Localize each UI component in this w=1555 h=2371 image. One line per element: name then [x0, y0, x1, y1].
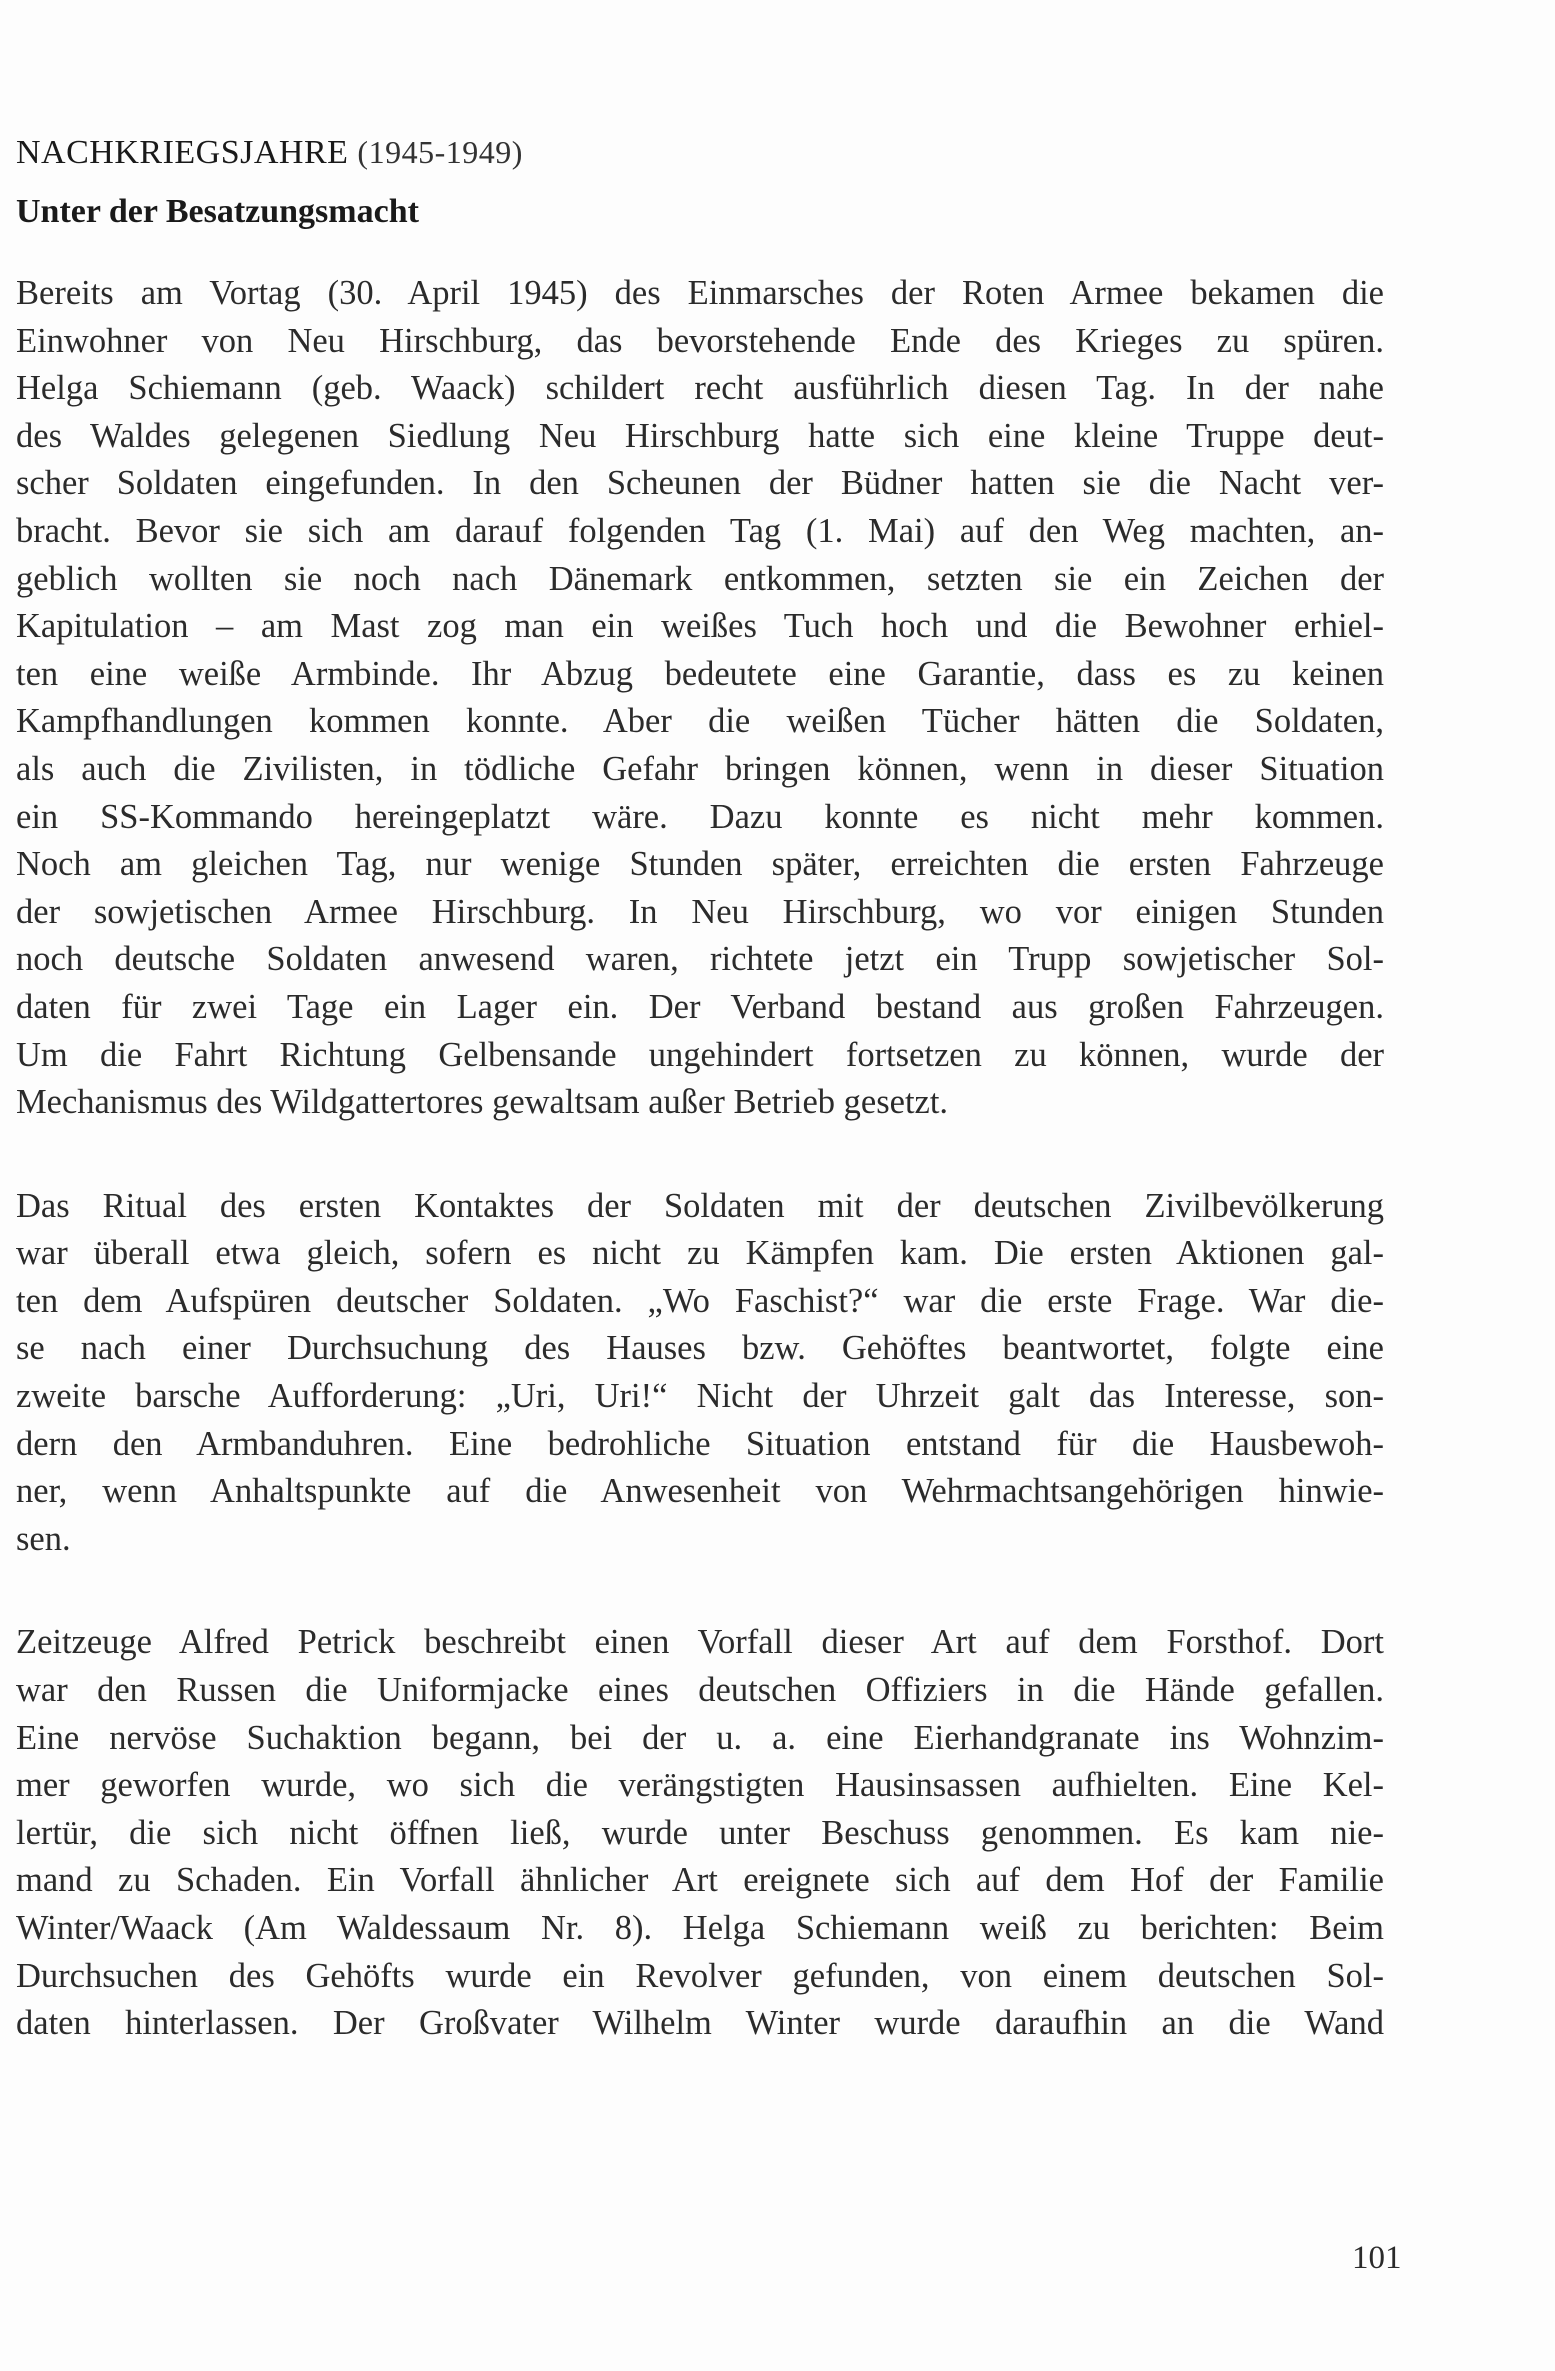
- text-line: Kapitulation – am Mast zog man ein weißes Tuch hoch und die Bewohner erhiel-: [16, 607, 1384, 646]
- text-line: mand zu Schaden. Ein Vorfall ähnlicher Art ereignete sich auf dem Hof der Familie: [16, 1861, 1384, 1900]
- text-line: noch deutsche Soldaten anwesend waren, richtete jetzt ein Trupp sowjetischer Sol-: [16, 940, 1384, 979]
- text-line: ein SS-Kommando hereingeplatzt wäre. Dazu konnte es nicht mehr kommen.: [16, 797, 1384, 836]
- text-line: lertür, die sich nicht öffnen ließ, wurde unter Beschuss genommen. Es kam nie-: [16, 1813, 1384, 1852]
- text-line: scher Soldaten eingefunden. In den Scheunen der Büdner hatten sie die Nacht ver-: [16, 464, 1384, 503]
- chapter-years: (1945-1949): [357, 134, 523, 170]
- page-number: 101: [1352, 2240, 1402, 2276]
- text-line: dern den Armbanduhren. Eine bedrohliche Situation entstand für die Hausbewoh-: [16, 1424, 1384, 1463]
- text-line: daten für zwei Tage ein Lager ein. Der Verband bestand aus großen Fahrzeugen.: [16, 987, 1384, 1026]
- text-line: als auch die Zivilisten, in tödliche Gefahr bringen können, wenn in dieser Situation: [16, 749, 1384, 788]
- paragraph: [16, 1619, 1384, 2047]
- text-line: ner, wenn Anhaltspunkte auf die Anwesenheit von Wehrmachtsangehörigen hinwie-: [16, 1472, 1384, 1511]
- text-line: Das Ritual des ersten Kontaktes der Soldaten mit der deutschen Zivilbevölkerung: [16, 1186, 1384, 1225]
- text-line: Noch am gleichen Tag, nur wenige Stunden später, erreichten die ersten Fahrzeuge: [16, 845, 1384, 884]
- text-line: Helga Schiemann (geb. Waack) schildert recht ausführlich diesen Tag. In der nahe: [16, 369, 1384, 408]
- chapter-subtitle: Unter der Besatzungsmacht: [16, 193, 419, 230]
- text-line: daten hinterlassen. Der Großvater Wilhelm Winter wurde daraufhin an die Wand: [16, 2004, 1384, 2043]
- text-line: Bereits am Vortag (30. April 1945) des Einmarsches der Roten Armee bekamen die: [16, 274, 1384, 312]
- text-line: ten eine weiße Armbinde. Ihr Abzug bedeutete eine Garantie, dass es zu keinen: [16, 654, 1384, 693]
- chapter-heading: [16, 130, 523, 175]
- paragraph: [16, 1183, 1384, 1564]
- text-line: geblich wollten sie noch nach Dänemark entkommen, setzten sie ein Zeichen der: [16, 559, 1384, 598]
- text-line: der sowjetischen Armee Hirschburg. In Neu Hirschburg, wo vor einigen Stunden: [16, 892, 1384, 931]
- text-line: Winter/Waack (Am Waldessaum Nr. 8). Helga Schiemann weiß zu berichten: Beim: [16, 1909, 1384, 1947]
- text-line: Kampfhandlungen kommen konnte. Aber die weißen Tücher hätten die Soldaten,: [16, 702, 1384, 741]
- text-line: Mechanismus des Wildgattertores gewaltsam außer Betrieb gesetzt.: [16, 1083, 949, 1122]
- chapter-title: NACHKRIEGSJAHRE: [16, 134, 349, 171]
- text-line: mer geworfen wurde, wo sich die verängstigten Hausinsassen aufhielten. Eine Kel-: [16, 1766, 1384, 1805]
- text-line: Zeitzeuge Alfred Petrick beschreibt einen Vorfall dieser Art auf dem Forsthof. Dort: [16, 1623, 1384, 1662]
- text-line: bracht. Bevor sie sich am darauf folgenden Tag (1. Mai) auf den Weg machten, an-: [16, 511, 1384, 550]
- text-line: Einwohner von Neu Hirschburg, das bevorstehende Ende des Krieges zu spüren.: [16, 321, 1384, 360]
- paragraph-gap: [16, 1563, 1384, 1619]
- text-line: war überall etwa gleich, sofern es nicht zu Kämpfen kam. Die ersten Aktionen gal-: [16, 1234, 1384, 1273]
- text-line: Eine nervöse Suchaktion begann, bei der u. a. eine Eierhandgranate ins Wohnzim-: [16, 1718, 1384, 1757]
- text-line: ten dem Aufspüren deutscher Soldaten. „Wo Faschist?“ war die erste Frage. War die-: [16, 1281, 1384, 1320]
- paragraph: [16, 270, 1384, 1127]
- text-line: se nach einer Durchsuchung des Hauses bzw. Gehöftes beantwortet, folgte eine: [16, 1329, 1384, 1368]
- paragraph-gap: [16, 1127, 1384, 1183]
- text-line: zweite barsche Aufforderung: „Uri, Uri!“ Nicht der Uhrzeit galt das Interesse, son-: [16, 1377, 1384, 1416]
- body-text: [16, 270, 1384, 2048]
- text-line: des Waldes gelegenen Siedlung Neu Hirschburg hatte sich eine kleine Truppe deut-: [16, 416, 1384, 455]
- text-line: Durchsuchen des Gehöfts wurde ein Revolver gefunden, von einem deutschen Sol-: [16, 1956, 1384, 1995]
- text-line: Um die Fahrt Richtung Gelbensande ungehindert fortsetzen zu können, wurde der: [16, 1035, 1384, 1074]
- text-line: sen.: [16, 1519, 71, 1558]
- text-line: war den Russen die Uniformjacke eines deutschen Offiziers in die Hände gefallen.: [16, 1671, 1384, 1710]
